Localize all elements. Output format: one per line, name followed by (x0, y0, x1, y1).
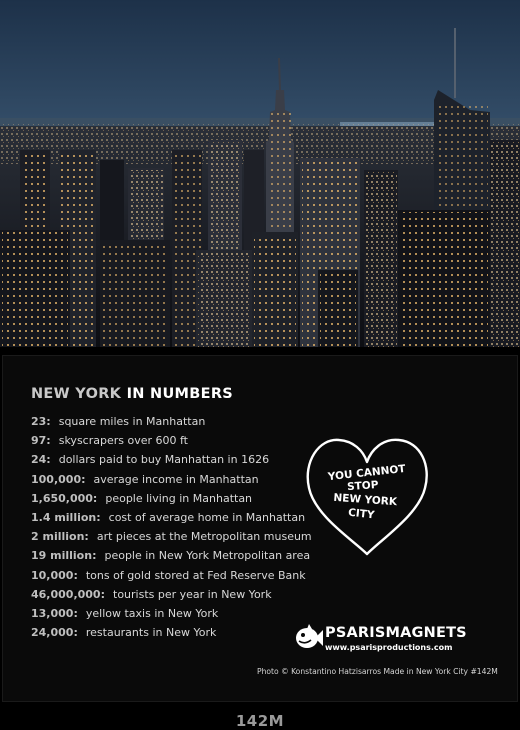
fact-number: 100,000: (31, 472, 86, 486)
brand-name: PSARISMAGNETS (325, 625, 467, 641)
fact-text: skyscrapers over 600 ft (58, 434, 188, 448)
fish-logo-icon (293, 622, 323, 654)
brand-url: www.psarisproductions.com (325, 643, 453, 652)
fact-item (31, 508, 312, 527)
fact-item (31, 431, 312, 450)
fact-item (31, 450, 312, 469)
fact-text: yellow taxis in New York (85, 606, 219, 620)
heart-text-line: CITY (347, 506, 376, 522)
fact-item (31, 546, 312, 565)
fact-number: 23: (31, 415, 51, 428)
fact-item (31, 585, 312, 604)
facts-list (31, 412, 312, 642)
fact-item (31, 527, 312, 546)
fact-item (31, 566, 312, 585)
fact-item (31, 489, 312, 508)
fact-text: art pieces at the Metropolitan museum (96, 530, 312, 544)
fact-item (31, 470, 312, 489)
brand-logo (293, 622, 467, 656)
heart-text-line: YOU CANNOT (327, 462, 407, 484)
fact-number: 13,000: (31, 606, 78, 620)
fact-item (31, 604, 312, 623)
heart-icon (301, 428, 433, 560)
fact-text: square miles in Manhattan (58, 415, 206, 428)
fact-number: 1.4 million: (31, 510, 101, 524)
heart-text-line: STOP (346, 478, 379, 494)
fact-number: 1,650,000: (31, 491, 98, 505)
city-skyline-photo (0, 0, 520, 347)
fact-text: average income in Manhattan (93, 472, 259, 486)
fact-number: 24: (31, 453, 51, 467)
fact-item (31, 412, 312, 431)
product-code: 142M (235, 712, 285, 730)
fact-text: restaurants in New York (85, 626, 217, 640)
headline (31, 386, 233, 402)
headline-subject: IN NUMBERS (126, 386, 234, 402)
heart-text-line: NEW YORK (333, 491, 398, 509)
fact-text: people living in Manhattan (105, 491, 253, 505)
fact-text: tourists per year in New York (113, 587, 272, 601)
fact-number: 2 million: (31, 530, 89, 544)
fact-item (31, 623, 312, 642)
fact-number: 10,000: (31, 568, 78, 582)
fact-text: cost of average home in Manhattan (108, 510, 306, 524)
info-card (2, 355, 518, 702)
fact-number: 19 million: (31, 549, 97, 563)
photo-credit: Photo © Konstantino Hatzisarros Made in New York City #142M (257, 667, 498, 676)
fact-text: people in New York Metropolitan area (104, 549, 311, 563)
fact-number: 97: (31, 434, 51, 448)
fact-text: dollars paid to buy Manhattan in 1626 (58, 453, 270, 467)
headline-city: NEW YORK (31, 386, 122, 402)
fact-number: 24,000: (31, 626, 78, 640)
fact-number: 46,000,000: (31, 587, 105, 601)
fact-text: tons of gold stored at Fed Reserve Bank (85, 568, 306, 582)
